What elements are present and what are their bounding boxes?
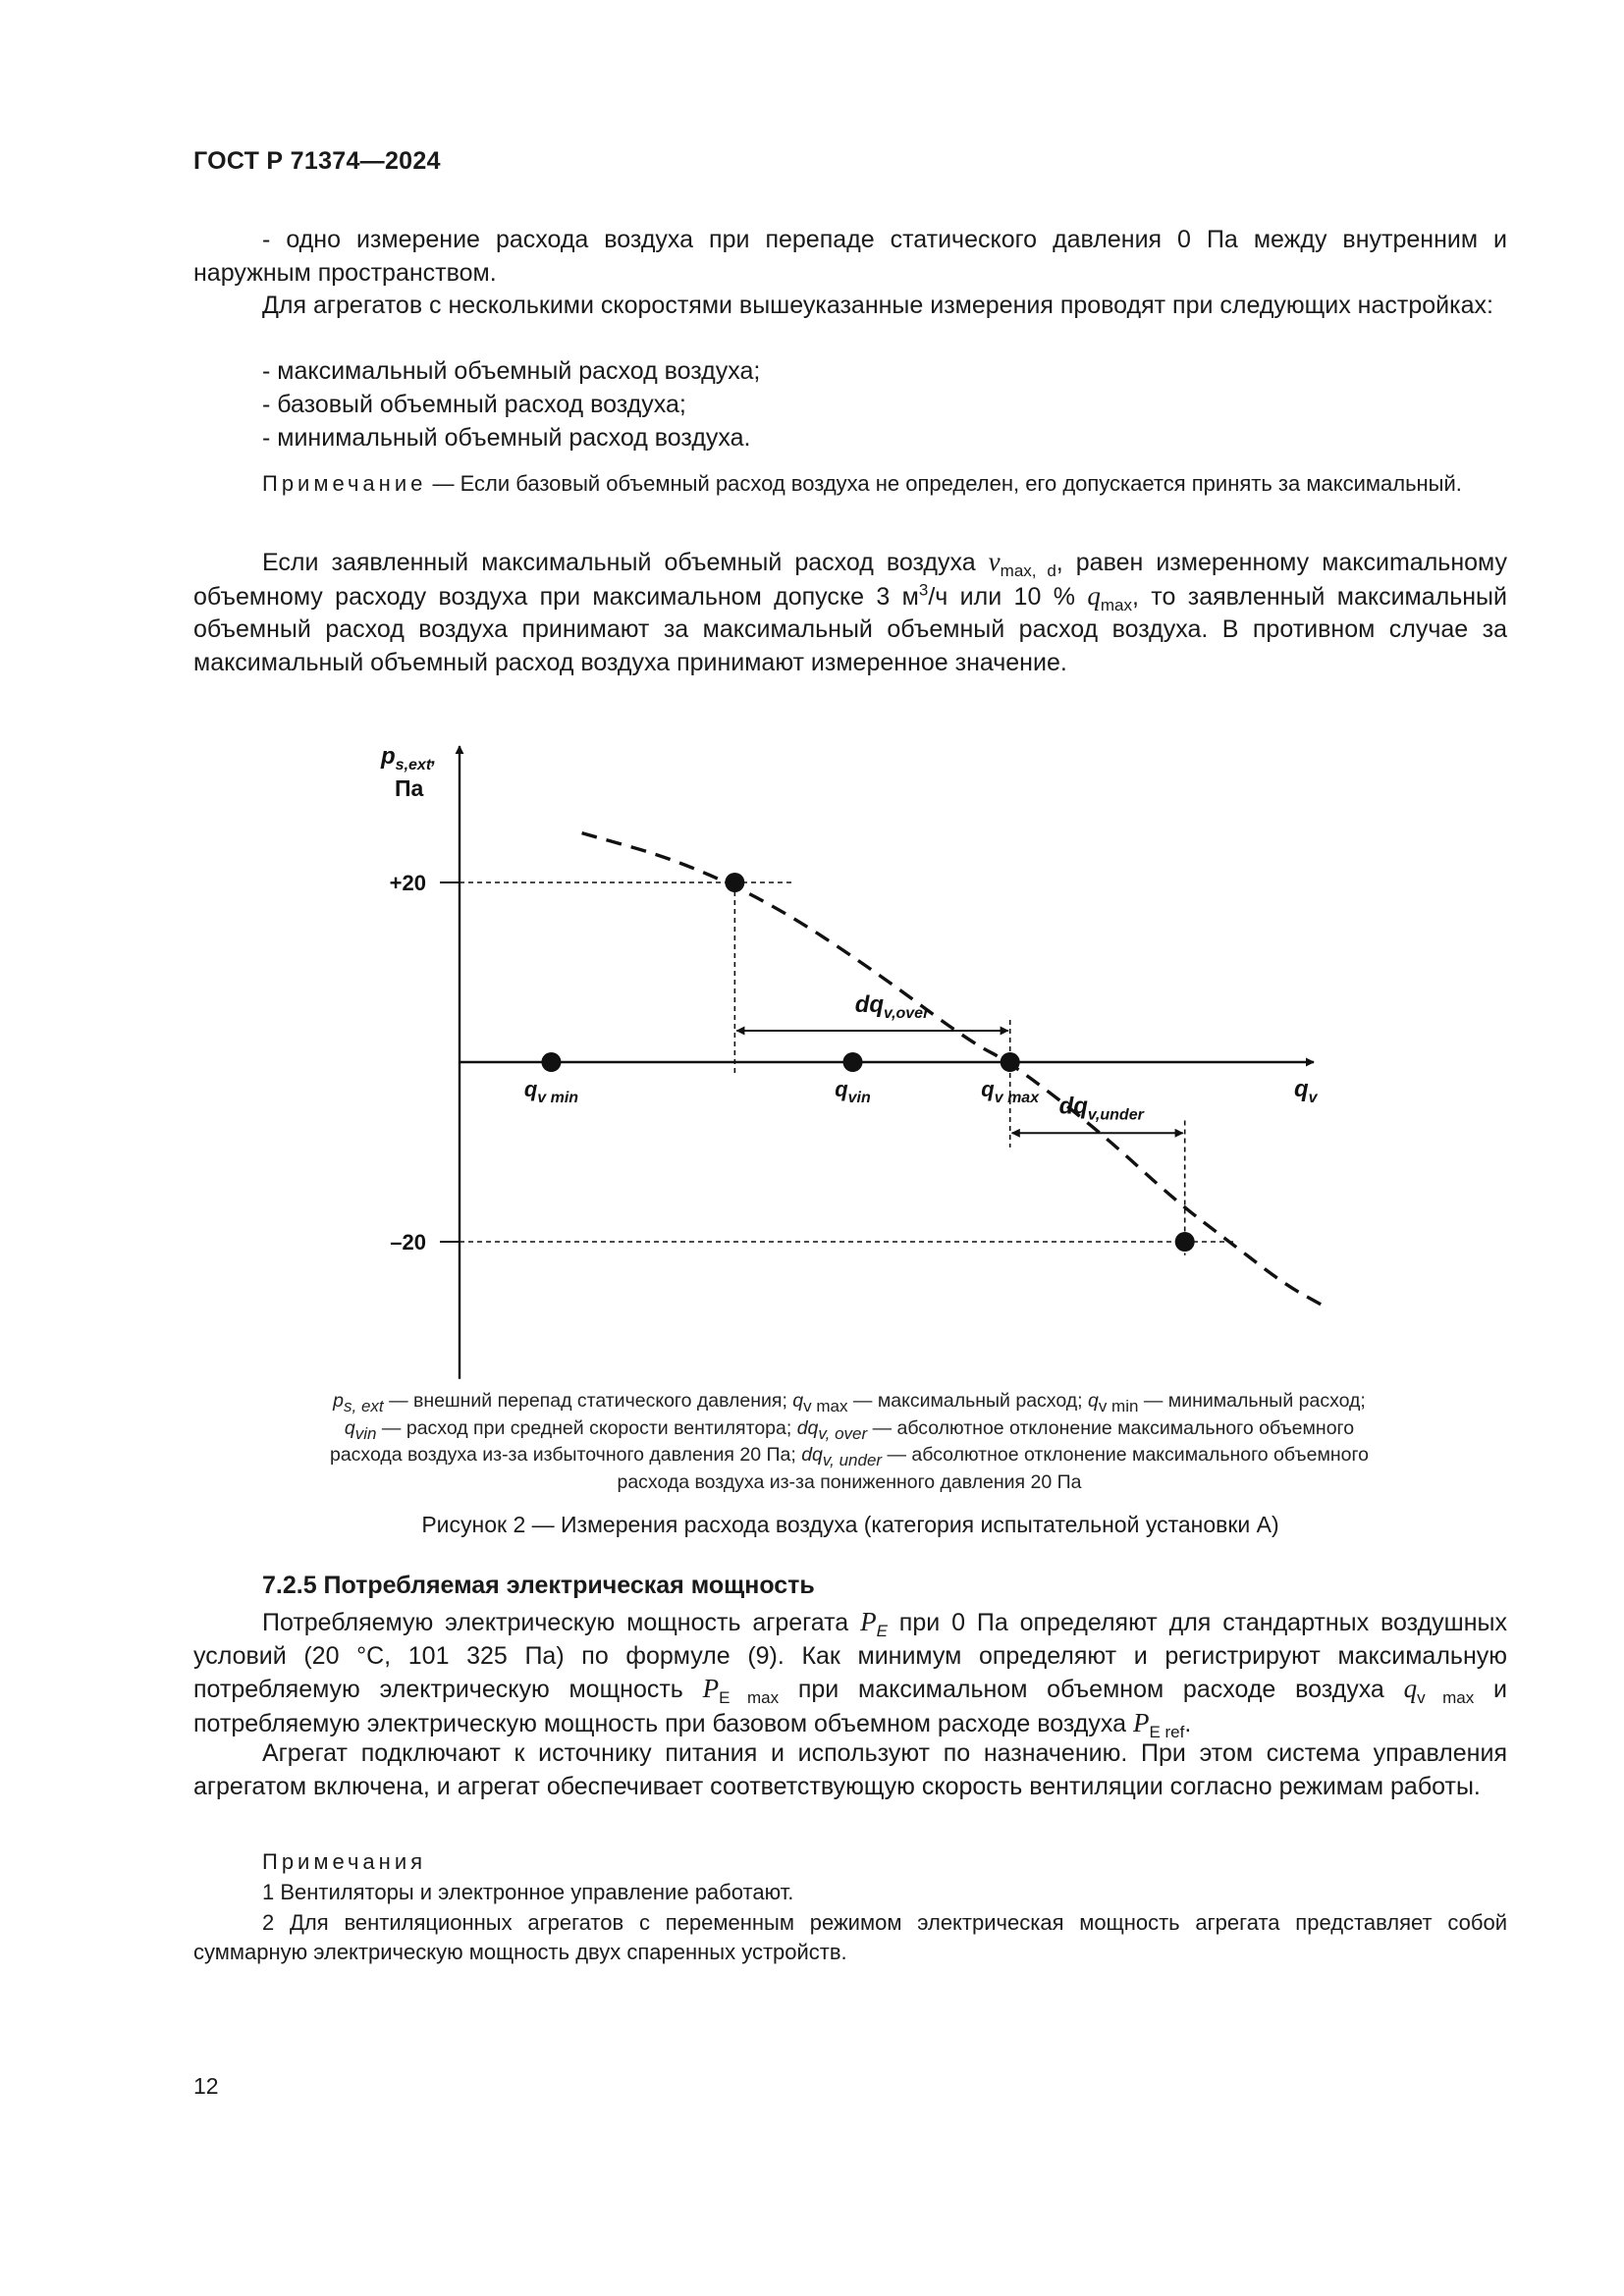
data-point (1001, 1052, 1020, 1072)
y-axis-label: $p_{s,ext}^,$ (381, 743, 437, 774)
note-item: 1 Вентиляторы и электронное управление работают. (262, 1880, 794, 1904)
document-header: ГОСТ Р 71374—2024 (193, 147, 441, 175)
y-tick-label: –20 (390, 1230, 426, 1255)
point-label: $q_{v min}$ (523, 1077, 579, 1106)
fan-curve (582, 833, 1326, 1307)
note-label: Примечание (262, 471, 427, 496)
dimension-label-over: $dq_{v,over}$ (854, 990, 930, 1022)
legend-line: $p_{s, ext}$ — внешний перепад статического давления; $q_{v max}$ — максимальный расход; $q_{v min}$ — минимальный расход; (333, 1390, 1366, 1415)
notes-label: Примечания (262, 1849, 427, 1874)
section-title: 7.2.5 Потребляемая электрическая мощность (262, 1572, 815, 1599)
point-label: $q_{v max}$ (981, 1077, 1040, 1106)
data-point (541, 1052, 561, 1072)
dimension-label-under: $dq_{v,under}$ (1058, 1093, 1144, 1124)
data-point (843, 1052, 863, 1072)
legend-line: $q_{vin}$ — расход при средней скорости вентилятора; $dq_{v, over}$ — абсолютное отклонение максимального объемного (344, 1416, 1355, 1443)
paragraph-measurement: - одно измерение расхода воздуха при перепаде статического давления 0 Па между внутренним и наружным пространством. (193, 226, 1507, 287)
legend-line: расхода воздуха из-за избыточного давления 20 Па; $dq_{v, under}$ — абсолютное отклонение максимального объемного (329, 1444, 1369, 1469)
list-item: - максимальный объемный расход воздуха; (262, 357, 761, 385)
symbol-v: v (988, 547, 1001, 576)
point-label: $q_{vin}$ (835, 1077, 871, 1106)
y-axis-unit: Па (395, 775, 424, 801)
data-point (1175, 1232, 1195, 1252)
note-text: Если базовый объемный расход воздуха не определен, его допускается принять за максимальный. (460, 471, 1462, 496)
note-item: 2 Для вентиляционных агрегатов с переменным режимом электрическая мощность агрегата представляет собой суммарную электрическую мощность двух спаренных устройств. (193, 1910, 1507, 1964)
figure-legend (260, 1388, 1438, 1496)
y-tick-label: +20 (389, 871, 426, 895)
note-dash: — (426, 471, 460, 496)
page-number: 12 (193, 2073, 219, 2099)
paragraph-multispeed: Для агрегатов с несколькими скоростями вышеуказанные измерения проводят при следующих настройках: (262, 292, 1493, 319)
list-item: - базовый объемный расход воздуха; (262, 391, 686, 418)
legend-line: расхода воздуха из-за пониженного давления 20 Па (617, 1470, 1082, 1493)
paragraph-power: Потребляемую электрическую мощность агрегата $P_E$ при 0 Па определяют для стандартных воздушных условий (20 °С, 101 325 Па) по формуле (9). Как минимум определяют и регистрируют максимальную потребляемую электрическую мощность $P_{E max}$ при максимальном объемном расходе воздуха $q_{v max}$ и потребляемую электрическую мощность при базовом объемном расходе воздуха $P_{E ref}$. (193, 1607, 1507, 1741)
paragraph-connection: Агрегат подключают к источнику питания и используют по назначению. При этом система управления агрегатом включена, и агрегат обеспечивает соответствующую скорость вентиляции согласно режимам работы. (193, 1739, 1507, 1800)
figure-title: Рисунок 2 — Измерения расхода воздуха (категория испытательной установки А) (421, 1512, 1279, 1537)
x-axis-label: $q_v$ (1294, 1076, 1318, 1106)
list-item: - минимальный объемный расход воздуха. (262, 424, 751, 452)
symbol-q: q (1087, 580, 1101, 611)
data-point (725, 873, 744, 892)
paragraph-declared-flow: Если заявленный максимальный объемный расход воздуха $v_{max, d}$, равен измеренному максиmальному объемному расходу воздуха при максимальном допуске 3 $м^3/ч$ или 10 % $q_{max}$, то заявленный максимальный объемный расход воздуха принимают за максимальный объемный расход воздуха. В противном случае за максимальный объемный расход воздуха принимают измеренное значение. (193, 547, 1507, 676)
